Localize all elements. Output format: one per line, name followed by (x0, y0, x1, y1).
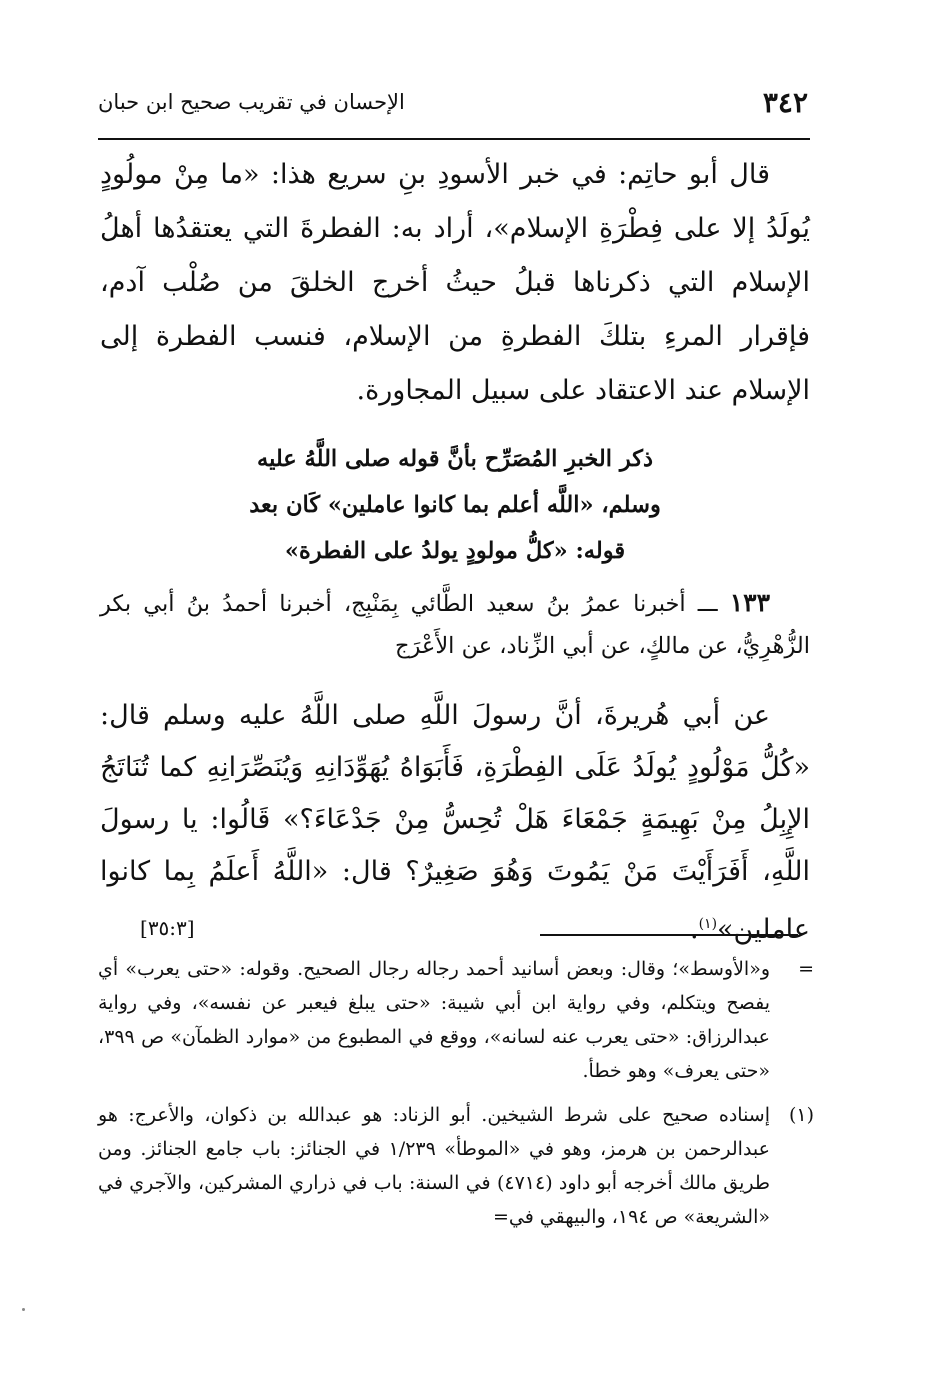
footnote-1 (98, 1098, 814, 1234)
footnote-text: إسناده صحيح على شرط الشيخين. أبو الزناد: هو عبدالله بن ذكوان، والأعرج: هو عبدالرحمن بن هرمز، وهو في «الموطأ» ١/٢٣٩ في الجنائز: باب جامع الجنائز. ومن طريق مالك أخرجه أبو داود (٤٧١٤) في السنة: باب في ذراري المشركين، والآجري في «الشريعة» ص ١٩٤، والبيهقي في= (98, 1104, 770, 1228)
source-reference: [٣٥:٣] (140, 915, 195, 940)
chapter-heading-line-3: قوله: «كلُّ مولودٍ يولدُ على الفطرة» (284, 538, 626, 564)
chapter-heading-line-1: ذكر الخبرِ المُصَرِّح بأنَّ قوله صلى اللَّهُ عليه (257, 446, 653, 472)
chapter-heading (245, 436, 665, 574)
header-rule (98, 138, 810, 140)
commentary-paragraph: قال أبو حاتِم: في خبر الأسودِ بنِ سريع هذا: «ما مِنْ مولُودٍ يُولَدُ إلا على فِطْرَةِ الإسلام»، أراد به: الفطرةَ التي يعتقدُها أهلُ الإسلام التي ذكرناها قبلُ حيثُ أخرج الخلقَ من صُلْب آدم، فإقرار المرءِ بتلكَ الفطرةِ من الإسلام، فنسب الفطرة إلى الإسلام عند الاعتقاد على سبيل المجاورة. (100, 159, 810, 406)
chapter-heading-line-2: وسلم، «اللَّه أعلم بما كانوا عاملين» كَان بعد (249, 492, 661, 518)
footnote-rule (540, 934, 798, 936)
footnote-mark: = (798, 958, 814, 980)
book-title: الإحسان في تقريب صحيح ابن حبان (98, 90, 405, 114)
hadith-text (100, 690, 810, 956)
running-header (98, 84, 808, 128)
main-text (100, 148, 810, 983)
footnotes (98, 952, 814, 1244)
page-number: ٣٤٢ (762, 86, 808, 119)
footnote-continued (98, 952, 814, 1088)
hadith-isnad (100, 582, 810, 667)
hadith-chain-text: ـــ أخبرنا عمرُ بنُ سعيد الطَّائي بِمَنْبِج، أخبرنا أحمدُ بنُ أبي بكر الزُّهْرِيُّ، عن مالكٍ، عن أبي الزِّناد، عن الأَعْرَج (100, 591, 810, 659)
hadith-matn: عن أبي هُريرةَ، أنَّ رسولَ اللَّهِ صلى اللَّهُ عليه وسلم قال: «كُلُّ مَوْلُودٍ يُولَدُ عَلَى الفِطْرَةِ، فَأَبَوَاهُ يُهَوِّدَانِهِ وَيُنَصِّرَانِهِ كما تُنَاتَجُ الإِبِلُ مِنْ بَهِيمَةٍ جَمْعَاءَ هَلْ تُحِسُّ مِنْ جَدْعَاءَ؟» قَالُوا: يا رسولَ اللَّهِ، أَفَرَأَيْتَ مَنْ يَمُوتَ وَهُوَ صَغِيرٌ؟ قال: «اللَّهُ أَعلَمُ بِما كانوا عاملين» (100, 699, 810, 945)
hadith-end: . (689, 913, 699, 945)
footnote-reference: (١) (698, 915, 718, 932)
footnote-mark: (١) (788, 1104, 814, 1126)
scan-speck (22, 1308, 25, 1311)
hadith-number: ١٣٣ (729, 588, 771, 617)
footnote-text: و«الأوسط»؛ وقال: وبعض أسانيد أحمد رجاله رجال الصحيح. وقوله: «حتى يعرب» أي يفصح ويتكلم، وفي رواية ابن أبي شيبة: «حتى يبلغ فيعبر عن نفسه»، وفي رواية عبدالرزاق: «حتى يعرب عنه لسانه»، ووقع في المطبوع من «موارد الظمآن» ص ٣٩٩، «حتى يعرف» وهو خطأ. (98, 958, 770, 1082)
